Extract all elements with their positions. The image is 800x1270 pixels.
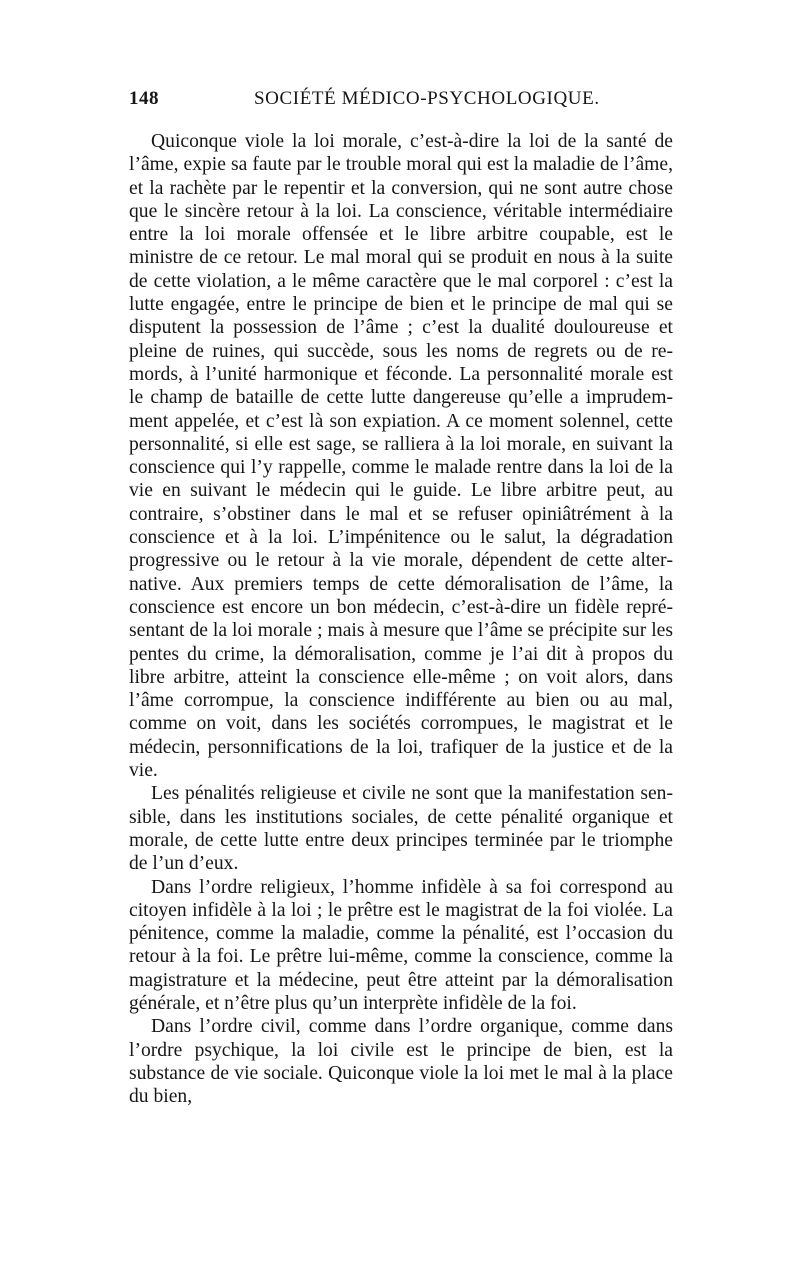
running-title: SOCIÉTÉ MÉDICO-PSYCHOLOGIQUE. bbox=[254, 88, 600, 109]
page-header bbox=[129, 88, 673, 112]
paragraph-4: Dans l’ordre civil, comme dans l’ordre organique, comme dans l’ordre psychique, la loi civile est le principe de bien, est la substance de vie sociale. Quiconque viole la loi met le mal à la place du bien, bbox=[129, 1016, 673, 1108]
paragraph-1: Quiconque viole la loi morale, c’est-à-dire la loi de la santé de l’âme, expie sa faute par le trouble moral qui est la maladie de l’âme, et la rachète par le repentir et la conversion, qui ne sont autre chose que le sincère retour à la loi. La conscience, véritable intermédiaire entre la loi morale offensée et le libre arbitre coupable, est le ministre de ce retour. Le mal moral qui se produit en nous à la suite de cette violation, a le même caractère que le mal corporel : c’est la lutte engagée, entre le principe de bien et le principe de mal qui se disputent la possession de l’âme ; c’est la dualité douloureuse et pleine de ruines, qui succède, sous les noms de regrets ou de remords, à l’unité harmonique et féconde. La personnalité morale est le champ de bataille de cette lutte dangereuse qu’elle a imprudemment appelée, et c’est là son expiation. A ce moment solennel, cette personnalité, si elle est sage, se ralliera à la loi morale, en suivant la conscience qui l’y rappelle, comme le malade rentre dans la loi de la vie en suivant le médecin qui le guide. Le libre arbitre peut, au contraire, s’obstiner dans le mal et se refuser opiniâtrément à la conscience et à la loi. L’impénitence ou le salut, la dégradation progressive ou le retour à la vie morale, dépendent de cette alternative. Aux premiers temps de cette démoralisation de l’âme, la conscience est encore un bon médecin, c’est-à-dire un fidèle représentant de la loi morale ; mais à mesure que l’âme se précipite sur les pentes du crime, la démoralisation, comme je l’ai dit à propos du libre arbitre, atteint la conscience elle-même ; on voit alors, dans l’âme corrompue, la conscience indifférente au bien ou au mal, comme on voit, dans les sociétés corrompues, le magistrat et le médecin, personnifications de la loi, trafiquer de la justice et de la vie. bbox=[129, 131, 673, 782]
paragraph-3: Dans l’ordre religieux, l’homme infidèle à sa foi correspond au citoyen infidèle à la loi ; le prêtre est le magistrat de la foi violée. La pénitence, comme la maladie, comme la pénalité, est l’occasion du retour à la foi. Le prêtre lui-même, comme la conscience, comme la magistrature et la médecine, peut être atteint par la démoralisation générale, et n’être plus qu’un interprète infidèle de la foi. bbox=[129, 876, 673, 1014]
page-number: 148 bbox=[129, 88, 159, 109]
book-page bbox=[129, 88, 673, 1108]
body-text bbox=[129, 130, 673, 1108]
paragraph-2: Les pénalités religieuse et civile ne sont que la manifestation sensible, dans les institutions sociales, de cette pénalité organique et morale, de cette lutte entre deux principes terminée par le triomphe de l’un d’eux. bbox=[129, 783, 673, 875]
